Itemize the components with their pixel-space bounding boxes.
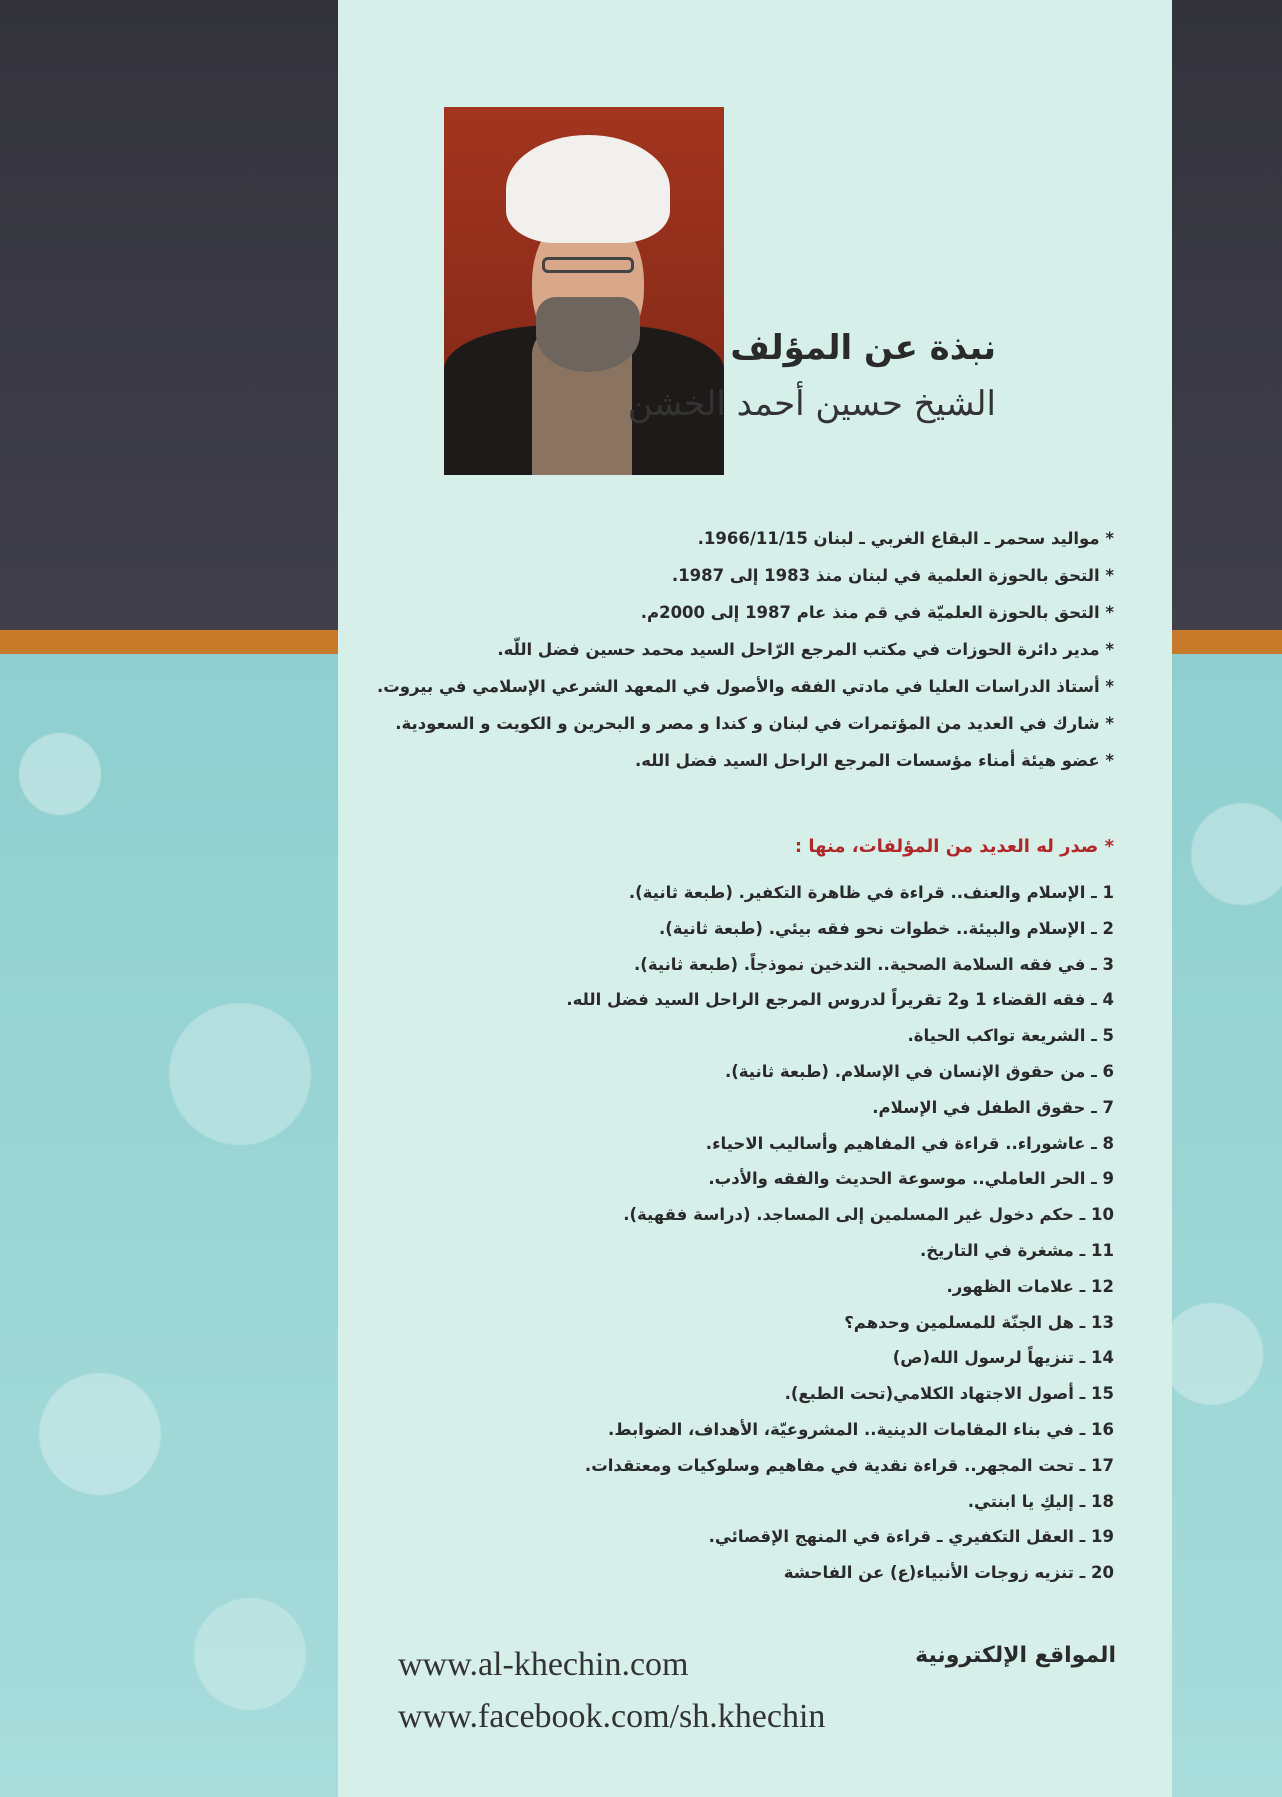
dark-band-left [0,0,338,630]
bio-fact: * التحق بالحوزة العلميّة في قم منذ عام 1987 إلى 2000م. [640,603,1114,622]
bio-fact: * مدير دائرة الحوزات في مكتب المرجع الرّاحل السيد محمد حسين فضل اللّه. [497,640,1114,659]
work-item: 19 ـ العقل التكفيري ـ قراءة في المنهج الإقصائي. [708,1527,1114,1547]
work-item: 17 ـ تحت المجهر.. قراءة نقدية في مفاهيم وسلوكيات ومعتقدات. [584,1455,1114,1475]
work-item: 1 ـ الإسلام والعنف.. قراءة في ظاهرة التكفير. (طبعة ثانية). [628,883,1114,902]
work-item: 2 ـ الإسلام والبيئة.. خطوات نحو فقه بيئي. (طبعة ثانية). [658,918,1114,938]
work-item: 7 ـ حقوق الطفل في الإسلام. [872,1097,1114,1117]
bio-fact: * شارك في العديد من المؤتمرات في لبنان و كندا و مصر و البحرين و الكويت و السعودية. [395,714,1114,733]
orange-stripe-right [1172,630,1282,654]
bio-fact: * مواليد سحمر ـ البقاع الغربي ـ لبنان 1966/11/15. [697,529,1114,548]
work-item: 12 ـ علامات الظهور. [946,1276,1114,1296]
teal-pattern-right [1172,654,1282,1797]
work-item: 3 ـ في فقه السلامة الصحية.. التدخين نموذجاً. (طبعة ثانية). [634,954,1114,974]
work-item: 9 ـ الحر العاملي.. موسوعة الحديث والفقه والأدب. [708,1169,1114,1189]
work-item: 20 ـ تنزيه زوجات الأنبياء(ع) عن الفاحشة [783,1563,1114,1583]
work-item: 5 ـ الشريعة تواكب الحياة. [907,1026,1114,1046]
work-item: 18 ـ إليكِ يا ابنتي. [967,1491,1114,1511]
work-item: 15 ـ أصول الاجتهاد الكلامي(تحت الطبع). [784,1384,1114,1404]
bio-fact: * أستاذ الدراسات العليا في مادتي الفقه والأصول في المعهد الشرعي الإسلامي في بيروت. [376,677,1114,696]
facebook-url: www.facebook.com/sh.khechin [398,1698,826,1735]
work-item: 14 ـ تنزيهاً لرسول الله(ص) [892,1348,1114,1368]
work-item: 11 ـ مشغرة في التاريخ. [919,1240,1114,1260]
work-item: 13 ـ هل الجنّة للمسلمين وحدهم؟ [844,1312,1114,1332]
work-item: 8 ـ عاشوراء.. قراءة في المفاهيم وأساليب الاحياء. [705,1133,1114,1153]
websites-label: المواقع الإلكترونية [915,1643,1116,1668]
bio-fact: * عضو هيئة أمناء مؤسسات المرجع الراحل السيد فضل الله. [635,751,1114,770]
website-url: www.al-khechin.com [398,1646,689,1683]
bio-fact: * التحق بالحوزة العلمية في لبنان منذ 1983 إلى 1987. [671,566,1114,585]
bio-heading: نبذة عن المؤلف [730,328,996,368]
teal-pattern-left [0,654,338,1797]
works-heading: * صدر له العديد من المؤلفات، منها : [794,836,1114,857]
work-item: 10 ـ حكم دخول غير المسلمين إلى المساجد. (دراسة فقهية). [623,1205,1114,1225]
book-back-panel [338,0,1172,1797]
works-list [354,875,1114,1591]
author-name: الشيخ حسين أحمد الخشن [627,384,996,424]
work-item: 4 ـ فقه القضاء 1 و2 تقريراً لدروس المرجع الراحل السيد فضل الله. [566,990,1114,1010]
dark-band-right [1172,0,1282,630]
work-item: 6 ـ من حقوق الإنسان في الإسلام. (طبعة ثانية). [724,1061,1114,1081]
bio-facts-list [354,520,1114,779]
work-item: 16 ـ في بناء المقامات الدينية.. المشروعيّة، الأهداف، الضوابط. [608,1419,1114,1439]
orange-stripe-left [0,630,338,654]
